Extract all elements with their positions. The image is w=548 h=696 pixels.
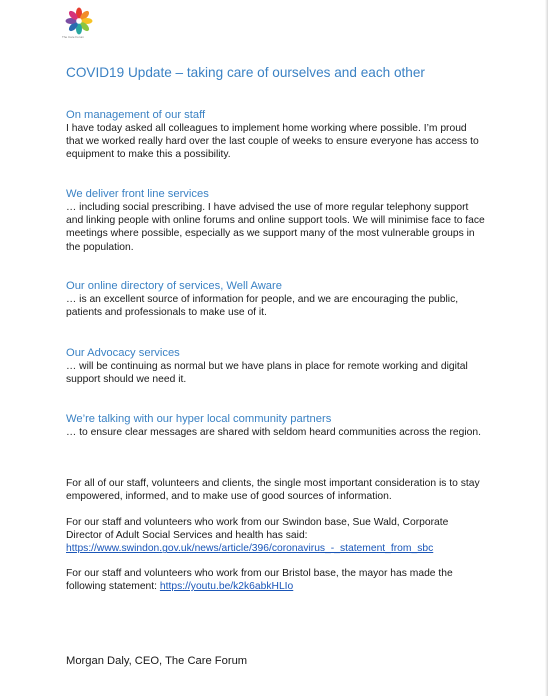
section-heading: On management of our staff — [66, 109, 206, 121]
section-heading: Our online directory of services, Well Aware — [66, 280, 282, 292]
section-body: … is an excellent source of information for people, and we are encouraging the public, patients and professionals to make use of it. — [66, 294, 459, 319]
bristol-text: For our staff and volunteers who work from our Bristol base, the mayor has made the following statement: — [66, 568, 453, 593]
section-staff-management — [66, 109, 486, 162]
page-title: COVID19 Update – taking care of ourselves and each other — [66, 65, 425, 80]
care-forum-logo — [64, 6, 94, 36]
section-body: … including social prescribing. I have advised the use of more regular telephony support and linking people with online forums and online support tools. We will minimise face to face meetings where possible, especially as we support many of the most vulnerable groups in the population. — [66, 202, 485, 253]
section-community-partners — [66, 413, 486, 439]
swindon-text: For our staff and volunteers who work from our Swindon base, Sue Wald, Corporate Director of Adult Social Services and health has said: — [66, 517, 449, 542]
swindon-statement-link[interactable]: https://www.swindon.gov.uk/news/article/396/coronavirus_-_statement_from_sbc — [66, 543, 434, 555]
section-heading: We’re talking with our hyper local community partners — [66, 413, 332, 425]
bristol-paragraph — [66, 567, 486, 593]
section-body: I have today asked all colleagues to implement home working where possible. I’m proud that we worked really hard over the last couple of weeks to ensure everyone has access to equipment to make this a possibility. — [66, 123, 479, 161]
closing-paragraph: For all of our staff, volunteers and clients, the single most important consideration is to stay empowered, informed, and to make use of good sources of information. — [66, 478, 480, 503]
section-well-aware — [66, 280, 486, 319]
bristol-statement-link[interactable]: https://youtu.be/k2k6abkHLIo — [159, 581, 294, 593]
section-body: … will be continuing as normal but we have plans in place for remote working and digital support should we need it. — [66, 361, 468, 386]
signature: Morgan Daly, CEO, The Care Forum — [66, 655, 248, 667]
section-body: … to ensure clear messages are shared with seldom heard communities across the region. — [66, 427, 481, 438]
swindon-paragraph — [66, 516, 486, 556]
section-heading: Our Advocacy services — [66, 347, 180, 359]
logo-caption: The Care Forum — [62, 35, 85, 39]
section-front-line — [66, 188, 486, 254]
section-heading: We deliver front line services — [66, 188, 209, 200]
section-advocacy — [66, 347, 486, 386]
